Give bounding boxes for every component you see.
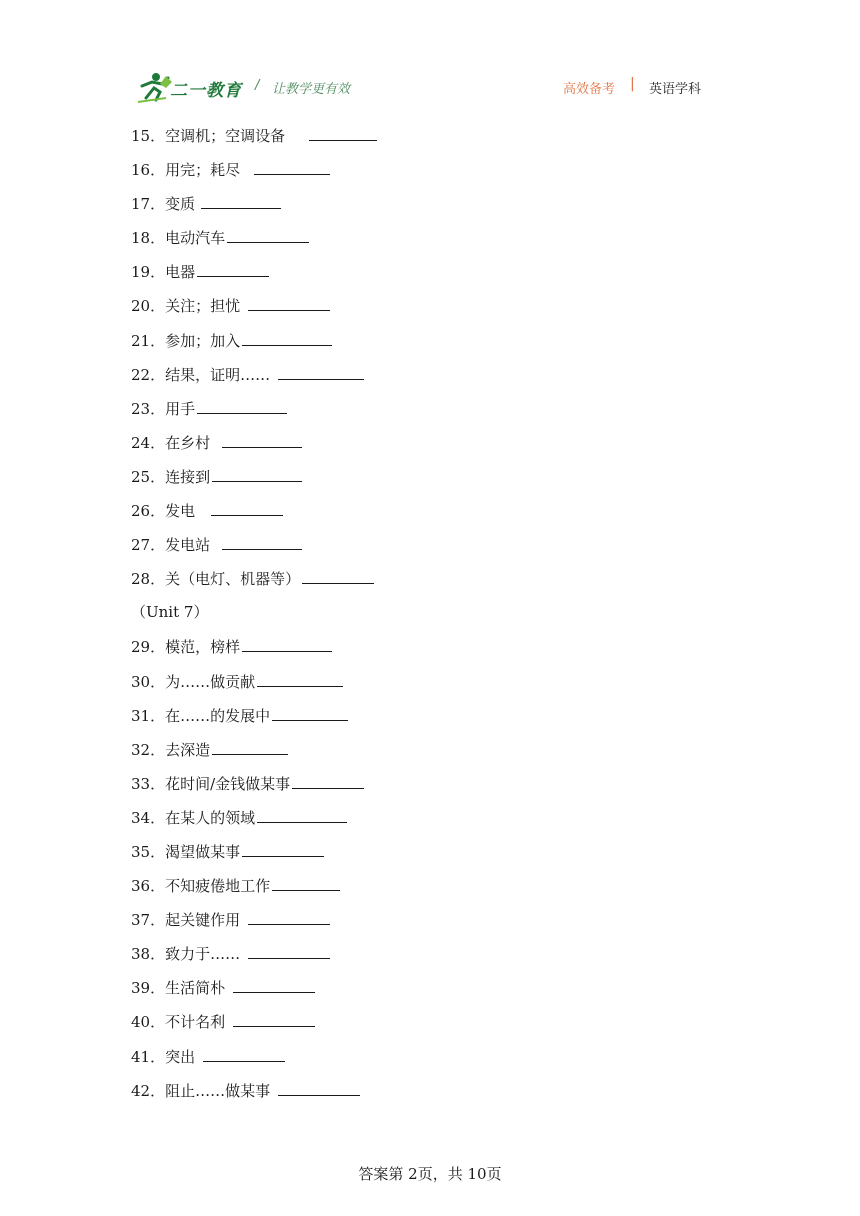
list-item	[131, 533, 731, 567]
item-label: （Unit 7）	[131, 603, 209, 622]
item-label: 15．空调机；空调设备	[131, 127, 286, 145]
item-label: 19．电器	[131, 263, 196, 282]
header-slash: /	[255, 78, 260, 93]
page-header	[0, 0, 860, 110]
answer-blank[interactable]	[257, 670, 343, 687]
list-item	[131, 499, 731, 533]
list-item	[131, 431, 731, 465]
item-label: 34．在某人的领域	[131, 808, 256, 827]
answer-blank[interactable]	[257, 806, 347, 823]
answer-blank[interactable]	[248, 908, 330, 925]
header-tag-exam-prep: 高效备考	[563, 82, 616, 97]
answer-blank[interactable]	[233, 1010, 315, 1027]
item-label: 40．不计名利	[131, 1013, 226, 1032]
item-label: 41．突出	[131, 1047, 196, 1066]
item-label: 29．模范，榜样	[131, 638, 241, 657]
item-label: 22．结果，证明……	[131, 365, 271, 384]
header-tag-subject: 英语学科	[649, 82, 702, 97]
list-item	[131, 874, 731, 908]
list-item	[131, 806, 731, 840]
list-item	[131, 294, 731, 328]
page-footer: 答案第 2页，共 10页	[358, 1165, 502, 1183]
answer-blank[interactable]	[212, 738, 288, 755]
list-item	[131, 329, 731, 363]
list-item	[131, 942, 731, 976]
item-label: 20．关注；担忧	[131, 297, 241, 316]
item-label: 25．连接到	[131, 467, 211, 486]
list-item	[131, 567, 731, 601]
list-item	[131, 635, 731, 669]
answer-blank[interactable]	[197, 397, 287, 414]
list-item	[131, 976, 731, 1010]
list-item	[131, 1010, 731, 1044]
item-label: 24．在乡村	[131, 433, 211, 452]
list-item	[131, 192, 731, 226]
item-label: 16．用完；耗尽	[131, 161, 241, 180]
list-item	[131, 397, 731, 431]
answer-blank[interactable]	[227, 226, 309, 243]
answer-blank[interactable]	[248, 294, 330, 311]
item-label: 28．关（电灯、机器等）	[131, 570, 301, 589]
item-label: 37．起关键作用	[131, 911, 241, 930]
answer-blank[interactable]	[212, 465, 302, 482]
answer-blank[interactable]	[302, 567, 374, 584]
item-label: 42．阻止……做某事	[131, 1081, 271, 1100]
item-label: 31．在……的发展中	[131, 706, 271, 725]
answer-blank[interactable]	[242, 635, 332, 652]
item-label: 27．发电站	[131, 536, 211, 555]
list-item	[131, 260, 731, 294]
answer-blank[interactable]	[278, 363, 364, 380]
vocabulary-list	[131, 124, 731, 1113]
item-label: 36．不知疲倦地工作	[131, 877, 271, 896]
answer-blank[interactable]	[272, 874, 340, 891]
answer-blank[interactable]	[242, 329, 332, 346]
item-label: 18．电动汽车	[131, 229, 226, 248]
answer-blank[interactable]	[222, 431, 302, 448]
item-label: 26．发电	[131, 502, 196, 521]
list-item	[131, 738, 731, 772]
list-item	[131, 704, 731, 738]
brand-slogan: 让教学更有效	[272, 82, 351, 97]
list-item	[131, 908, 731, 942]
answer-blank[interactable]	[254, 158, 330, 175]
header-tag-separator: |	[630, 76, 635, 92]
answer-blank[interactable]	[211, 499, 283, 516]
item-label: 17．变质	[131, 195, 196, 214]
list-item	[131, 840, 731, 874]
answer-blank[interactable]	[278, 1079, 360, 1096]
item-label: 30．为……做贡献	[131, 672, 256, 691]
answer-blank[interactable]	[233, 976, 315, 993]
list-item	[131, 465, 731, 499]
list-item	[131, 772, 731, 806]
list-item	[131, 158, 731, 192]
item-label: 33．花时间/金钱做某事	[131, 774, 291, 793]
answer-blank[interactable]	[272, 704, 348, 721]
list-item	[131, 601, 731, 635]
list-item	[131, 670, 731, 704]
list-item	[131, 124, 731, 158]
answer-blank[interactable]	[242, 840, 324, 857]
item-label: 38．致力于……	[131, 945, 241, 964]
list-item	[131, 1045, 731, 1079]
answer-blank[interactable]	[309, 124, 377, 141]
list-item	[131, 1079, 731, 1113]
item-label: 39．生活简朴	[131, 979, 226, 998]
item-label: 32．去深造	[131, 740, 211, 759]
item-label: 35．渴望做某事	[131, 842, 241, 861]
brand-name: 二一教育	[170, 81, 242, 101]
answer-blank[interactable]	[201, 192, 281, 209]
answer-blank[interactable]	[197, 260, 269, 277]
item-label: 23．用手	[131, 399, 196, 418]
answer-blank[interactable]	[222, 533, 302, 550]
answer-blank[interactable]	[248, 942, 330, 959]
list-item	[131, 226, 731, 260]
list-item	[131, 363, 731, 397]
answer-blank[interactable]	[292, 772, 364, 789]
item-label: 21．参加；加入	[131, 331, 241, 350]
answer-blank[interactable]	[203, 1045, 285, 1062]
